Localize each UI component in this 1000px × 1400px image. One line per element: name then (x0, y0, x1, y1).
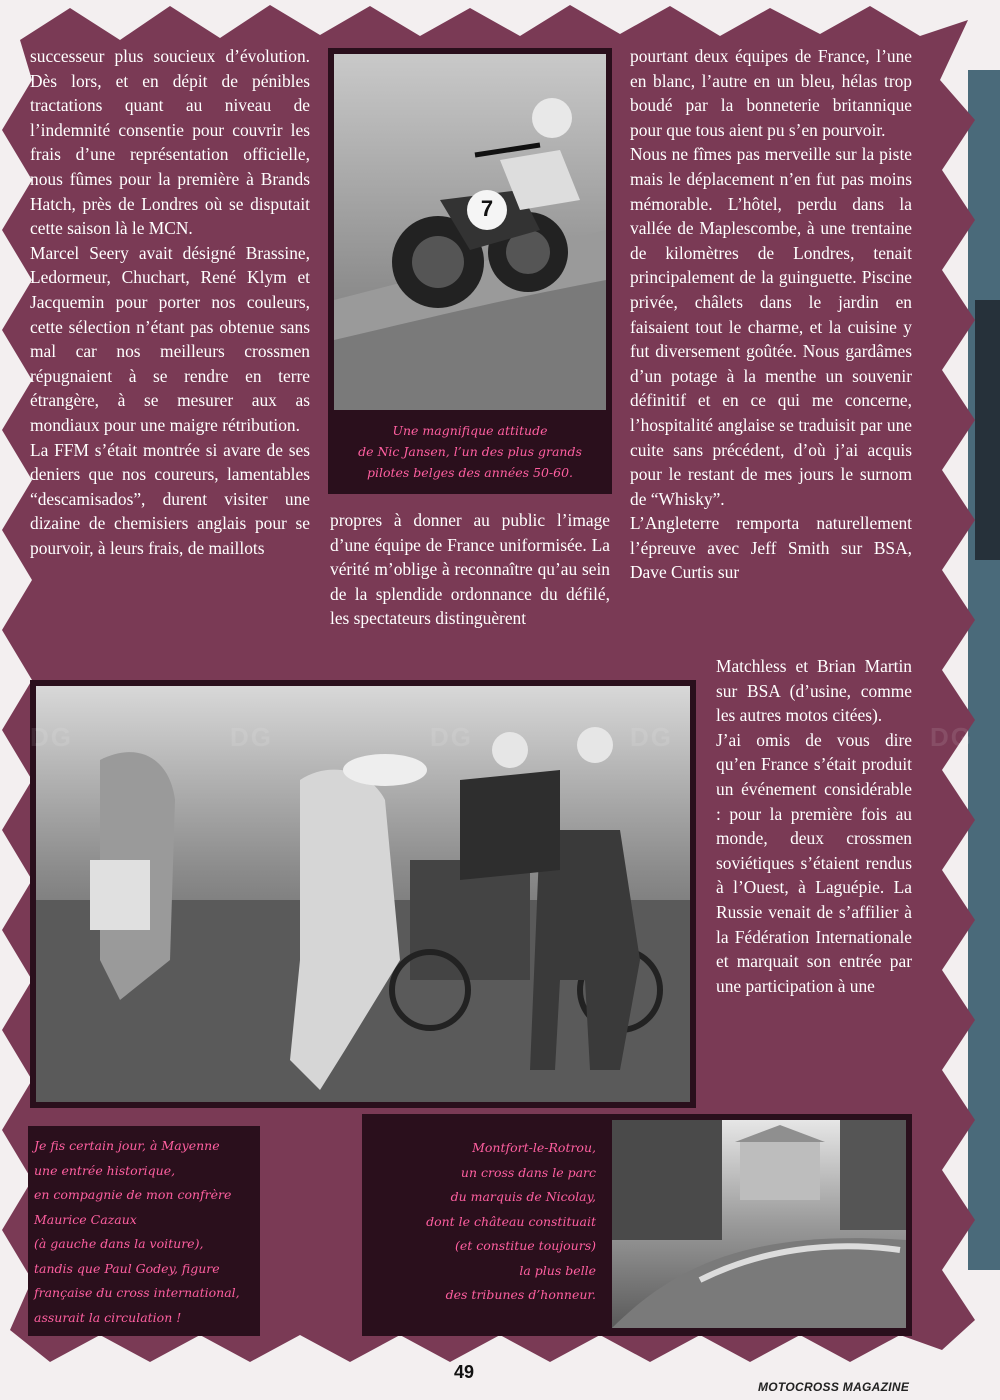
paragraph: J’ai omis de vous dire qu’en France s’était produit un événement considérable : pour la première fois au monde, deux crossmen soviétiques s’étaient rendus à l’Ouest, à Laguépie. La Russie venait de s’affilier à la Fédération Internationale et marquait son entrée par une participation à une (716, 729, 912, 996)
caption-line: Maurice Cazaux (34, 1211, 137, 1227)
caption-line: Je fis certain jour, à Mayenne (34, 1138, 220, 1153)
caption-line: tandis que Paul Godey, figure (34, 1260, 220, 1276)
watermark: DG (430, 722, 473, 752)
page-number: 49 (454, 1362, 475, 1382)
paragraph: La FFM s’était montrée si avare de ses deniers que nos coureurs, lamentables “descamisados”, durent visiter une dizaine de chemisiers anglais pour se pourvoir, à leurs frais, de maillots (30, 439, 310, 558)
caption-mayenne (34, 1134, 258, 1330)
caption-line: Montfort-le-Rotrou, (472, 1140, 596, 1155)
caption-montfort (366, 1136, 596, 1308)
column-3 (630, 44, 912, 585)
caption-line: pilotes belges des années 50-60. (366, 465, 574, 480)
caption-rider (344, 420, 596, 483)
magazine-name: MOTOCROSS MAGAZINE (758, 1380, 910, 1394)
watermark: DG (30, 722, 73, 752)
caption-line: un cross dans le parc (460, 1164, 596, 1180)
caption-line: (et constitue toujours) (454, 1238, 596, 1253)
watermark: DG (230, 722, 273, 752)
race-plate-number: 7 (480, 196, 494, 221)
paragraph: Nous ne fîmes pas merveille sur la piste mais le déplacement n’en fut pas moins mémorable. L’hôtel, perdu dans la vallée de Maplescombe, à une trentaine de kilomètres de Londres, tenait principalement de la guinguette. Piscine privée, châlets dans le jardin en faisaient tout le charme, et la cuisine y fut diversement goûtée. Nous gardâmes d’un potage à la menthe un souvenir définitif et en ce qui me concerne, l’hospitalité anglaise se traduisit par une cuite sans précédent, d’où j’ai acquis pour le restant de mes jours le surnom de “Whisky”. (630, 144, 912, 509)
caption-line: du marquis de Nicolay, (450, 1189, 596, 1204)
caption-line: dont le château constituait (426, 1213, 596, 1229)
caption-line: assurait la circulation ! (34, 1309, 182, 1325)
caption-line: (à gauche dans la voiture), (34, 1236, 204, 1251)
paragraph: pourtant deux équipes de France, l’une en blanc, l’autre en un bleu, hélas trop boudé par la bonneterie britannique pour que tous aient pu s’en pourvoir. (630, 46, 912, 140)
caption-line: une entrée historique, (34, 1162, 176, 1178)
watermark: DG (930, 722, 973, 752)
paragraph: L’Angleterre remporta naturellement l’épreuve avec Jeff Smith sur BSA, Dave Curtis sur (630, 513, 912, 583)
caption-line: française du cross international, (34, 1285, 240, 1300)
paragraph: Matchless et Brian Martin sur BSA (d’usine, comme les autres motos citées). (716, 656, 912, 726)
column-2 (330, 508, 610, 631)
watermark: DG (630, 722, 673, 752)
column-4 (716, 654, 912, 998)
caption-line: Une magnifique attitude (392, 423, 548, 438)
caption-line: de Nic Jansen, l’un des plus grands (358, 444, 582, 459)
paragraph: propres à donner au public l’image d’une équipe de France uniformisée. La vérité m’oblige à reconnaître qu’au sein de la splendide ordonnance du défilé, les spectateurs distinguèrent (330, 510, 610, 629)
caption-line: la plus belle (519, 1262, 596, 1278)
caption-line: en compagnie de mon confrère (34, 1187, 232, 1202)
paragraph: successeur plus soucieux d’évolution. Dès lors, et en dépit de pénibles tractations quant au niveau de l’indemnité consentie pour couvrir les frais d’une représentation officielle, nous fûmes pour la première à Brands Hatch, près de Londres où se disputait cette saison là le MCN. (30, 46, 310, 239)
caption-line: des tribunes d’honneur. (445, 1287, 596, 1302)
paragraph: Marcel Seery avait désigné Brassine, Ledormeur, Chuchart, René Klym et Jacquemin pour porter nos couleurs, cette sélection n’étant pas obtenue sans mal car nos meilleurs crossmen répugnaient à se rendre en terre étrangère, à se mesurer aux as mondiaux pour une maigre rétribution. (30, 242, 310, 435)
column-1 (30, 44, 310, 560)
